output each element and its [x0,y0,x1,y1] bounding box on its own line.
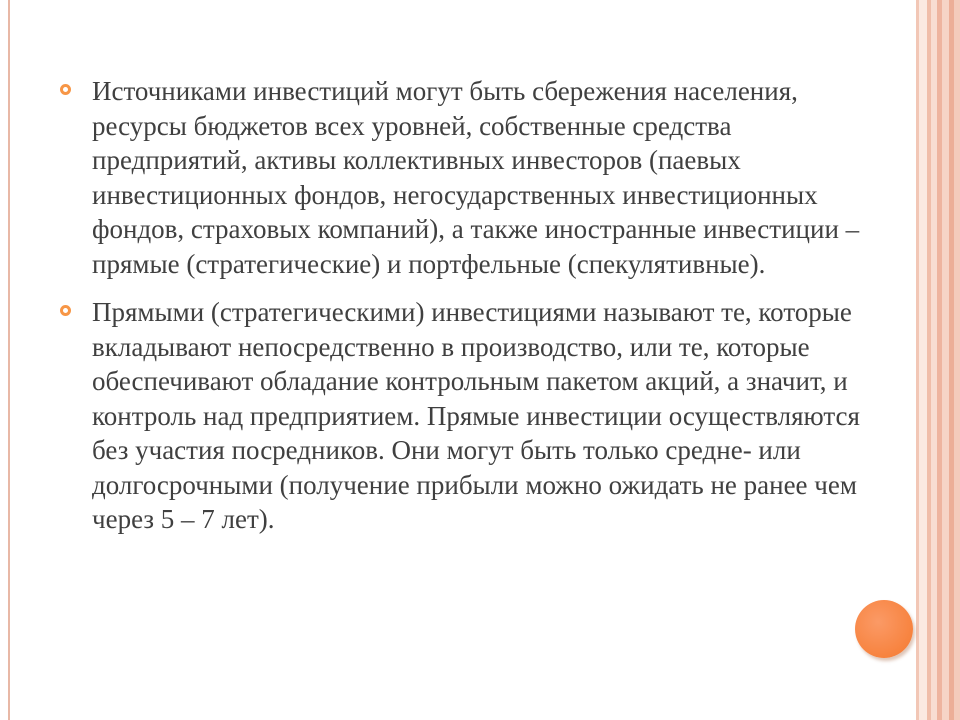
bullet-circle-icon [60,305,71,316]
bullet-item [60,74,860,281]
stripe [954,0,960,720]
bullet-text: Прямыми (стратегическими) инвестициями называют те, которые вкладывают непосредственно в производство, или те, которые обеспечивают обладание контрольным пакетом акций, а значит, и контроль над предприятием. Прямые инвестиции осуществляются без участия посредников. Они могут быть только средне- или долгосрочными (получение прибыли можно ожидать не ранее чем через 5 – 7 лет). [92,297,860,534]
stripe [919,0,927,720]
bullet-item [60,295,860,537]
left-border-line [8,0,10,720]
stripe [942,0,949,720]
right-decorative-stripes [916,0,960,720]
bullet-circle-icon [60,84,71,95]
decorative-orange-circle [855,600,913,658]
bullet-text: Источниками инвестиций могут быть сбережения населения, ресурсы бюджетов всех уровней, собственные средства предприятий, активы коллективных инвесторов (паевых инвестиционных фондов, негосударственных инвестиционных фондов, страховых компаний), а также иностранные инвестиции – прямые (стратегические) и портфельные (спекулятивные). [92,76,860,279]
slide-body [60,74,860,551]
